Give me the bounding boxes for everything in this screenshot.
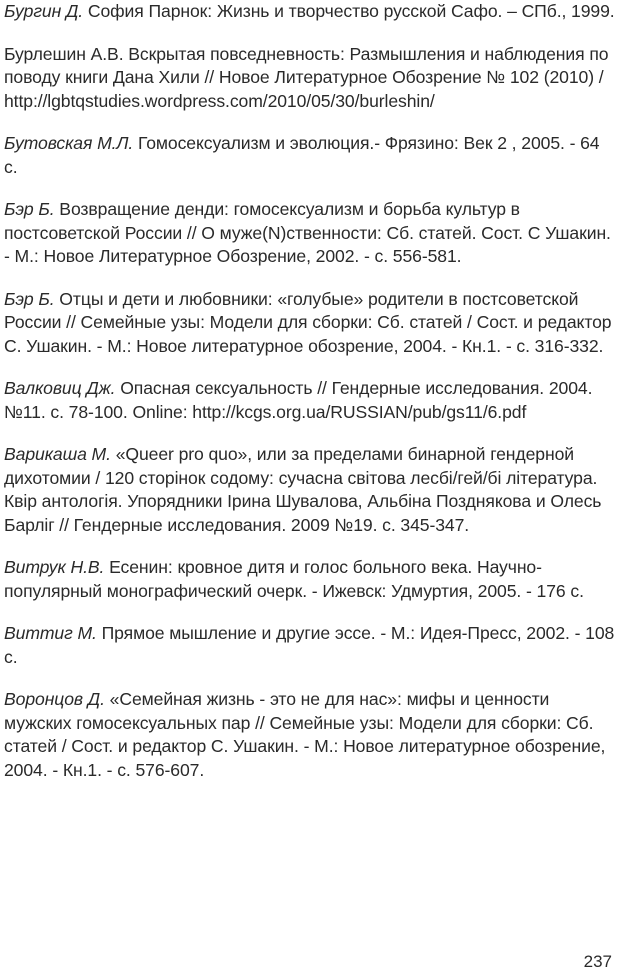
entry-text: София Парнок: Жизнь и творчество русской Сафо. – СПб., 1999. xyxy=(83,1,615,21)
entry-author: Витрук Н.В. xyxy=(4,557,105,577)
bibliography-entry xyxy=(4,377,616,424)
bibliography-entry xyxy=(4,288,616,359)
entry-author: Валковиц Дж. xyxy=(4,378,116,398)
bibliography-entry xyxy=(4,556,616,603)
page-number: 237 xyxy=(583,952,612,971)
entry-text: «Queer pro quo», или за пределами бинарной гендерной дихотомии / 120 сторінок содому: сучасна світова лесбі/гей/бі література. Квір антологія. Упорядники Ірина Шувалова, Альбіна Позднякова и Олесь Барліг // Гендерные исследования. 2009 №19. с. 345-347. xyxy=(4,444,602,535)
entry-text: Прямое мышление и другие эссе. - М.: Идея-Пресс, 2002. - 108 с. xyxy=(4,623,615,667)
bibliography-entry xyxy=(4,198,616,269)
bibliography-entry xyxy=(4,622,616,669)
entry-author: Бэр Б. xyxy=(4,288,55,309)
entry-text: Бурлешин А.В. Вскрытая повседневность: Размышления и наблюдения по поводу книги Дана Хили // Новое Литературное Обозрение № 102 (2010) / http://lgbtqstudies.wordpress.com/2010/05/30/burleshin/ xyxy=(4,43,609,111)
bibliography-entry xyxy=(4,688,616,782)
bibliography-entry xyxy=(4,443,616,537)
bibliography-entry xyxy=(4,43,616,114)
entry-author: Бургин Д. xyxy=(4,1,84,21)
entry-author: Бутовская М.Л. xyxy=(4,133,134,153)
entry-author: Бэр Б. xyxy=(4,199,55,219)
entry-text: Гомосексуализм и эволюция.- Фрязино: Век 2 , 2005. - 64 с. xyxy=(4,133,600,177)
entry-text: Отцы и дети и любовники: «голубые» родители в постсоветской России // Семейные узы: Модели для сборки: Сб. статей / Сост. и редактор С. Ушакин. - М.: Новое литературное обозрение, 2004. - Кн.1. - с. 316-332. xyxy=(4,288,612,356)
entry-text: «Семейная жизнь - это не для нас»: мифы и ценности мужских гомосексуальных пар // Семейные узы: Модели для сборки: Сб. статей / Сост. и редактор С. Ушакин. - М.: Новое литературное обозрение, 2004. - Кн.1. - с. 576-607. xyxy=(4,689,606,780)
entry-text: Возвращение денди: гомосексуализм и борьба культур в постсоветской России // О муже(N)ственности: Сб. статей. Сост. С Ушакин. - М.: Новое Литературное Обозрение, 2002. - с. 556-581. xyxy=(4,199,611,266)
bibliography-list xyxy=(4,0,616,801)
bibliography-entry xyxy=(4,132,616,179)
entry-author: Воронцов Д. xyxy=(4,689,105,709)
entry-text: Есенин: кровное дитя и голос больного века. Научно-популярный монографический очерк. - Ижевск: Удмуртия, 2005. - 176 с. xyxy=(4,557,584,601)
entry-text: Опасная сексуальность // Гендерные исследования. 2004. №11. с. 78-100. Online: http://kcgs.org.ua/RUSSIAN/pub/gs11/6.pdf xyxy=(4,378,593,422)
entry-author: Варикаша М. xyxy=(4,444,111,464)
entry-author: Виттиг М. xyxy=(4,623,97,643)
bibliography-entry xyxy=(4,0,616,24)
